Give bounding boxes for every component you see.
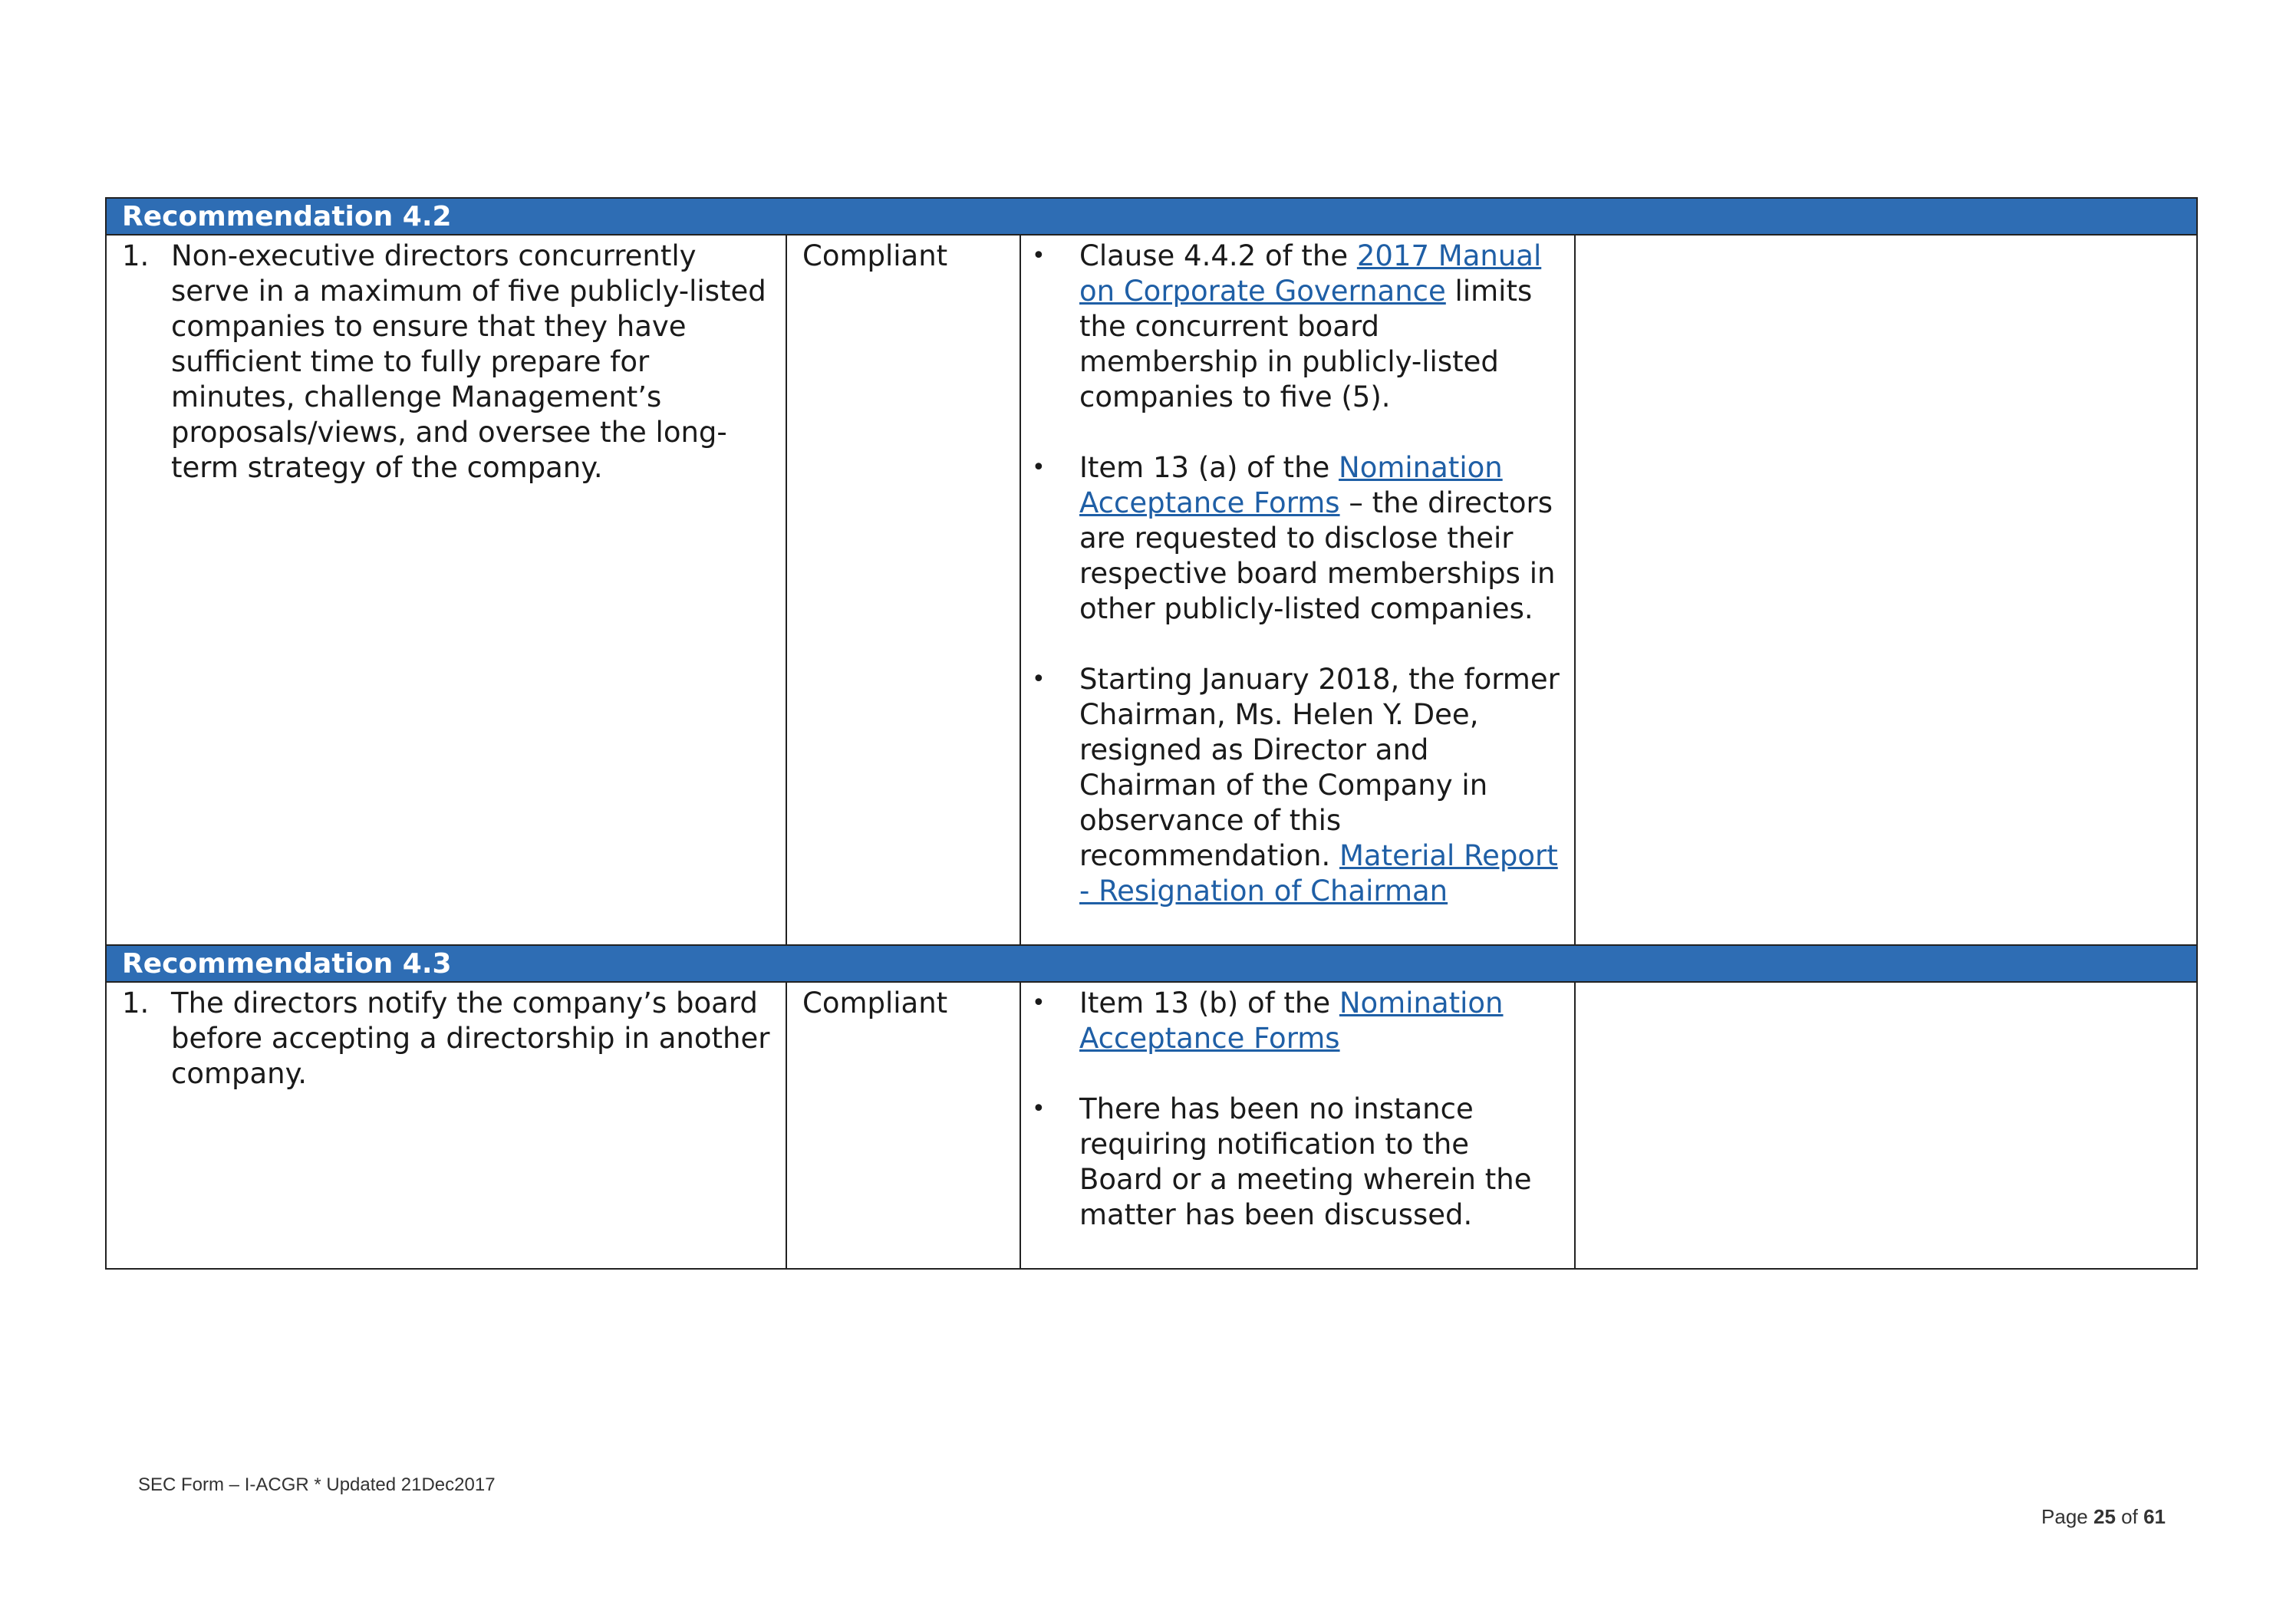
section-header-row: [106, 198, 2197, 235]
material-report-link[interactable]: Material Report - Resignation of Chairman: [1079, 839, 1558, 908]
manual-link[interactable]: 2017 Manual on Corporate Governance: [1079, 239, 1542, 308]
notes-cell: [1575, 235, 2197, 945]
nomination-forms-link[interactable]: Nomination Acceptance Forms: [1079, 451, 1503, 519]
text-run: limits the concurrent board membership in publicly-listed companies to five (5).: [1079, 275, 1533, 413]
page-word: Page: [2041, 1505, 2088, 1528]
explanation-list: [1021, 236, 1574, 944]
section-heading: Recommendation 4.3: [106, 945, 2197, 982]
text-run: Item 13 (a) of the: [1079, 451, 1339, 484]
page-number: [2041, 1505, 2166, 1529]
form-label: SEC Form – I-ACGR * Updated 21Dec2017: [138, 1474, 496, 1495]
list-item: [1032, 986, 1560, 1056]
recommendation-table: [105, 197, 2198, 1270]
bullet-icon: •: [1032, 990, 1046, 1016]
list-item-text: There has been no instance requiring notification to the Board or a meeting wherein the matter has been discussed.: [1079, 1092, 1532, 1231]
page-total: 61: [2143, 1505, 2166, 1528]
recommendation-cell: [106, 982, 786, 1269]
item-text: Non-executive directors concurrently serve in a maximum of five publicly-listed companies to ensure that they have sufficient time to fully prepare for minutes, challenge Management’s proposals/views, and oversee the long-term strategy of the company.: [171, 239, 766, 484]
explanation-cell: [1020, 982, 1575, 1269]
text-run: Starting January 2018, the former Chairman, Ms. Helen Y. Dee, resigned as Director and Chairman of the Company in observance of this recommendation.: [1079, 663, 1560, 872]
item-text: The directors notify the company’s board before accepting a directorship in another company.: [171, 987, 770, 1090]
list-item-text: [1079, 450, 1560, 627]
compliance-cell: [786, 982, 1020, 1269]
bullet-icon: •: [1032, 666, 1046, 693]
list-item-text: [1079, 239, 1560, 415]
text-run: – the directors are requested to disclose their respective board memberships in other publicly-listed companies.: [1079, 486, 1556, 625]
list-item: [1032, 1092, 1560, 1233]
compliance-status: Compliant: [802, 239, 948, 272]
compliance-status: Compliant: [802, 987, 948, 1020]
list-item-text: [1079, 986, 1560, 1056]
bullet-icon: •: [1032, 242, 1046, 269]
page-current: 25: [2093, 1505, 2116, 1528]
list-item: [1032, 239, 1560, 415]
nomination-forms-link[interactable]: Nomination Acceptance Forms: [1079, 987, 1504, 1055]
compliance-cell: [786, 235, 1020, 945]
section-header-row: [106, 945, 2197, 982]
text-run: Clause 4.4.2 of the: [1079, 239, 1357, 272]
item-number: 1.: [122, 239, 150, 272]
table-row: [106, 235, 2197, 945]
item-number: 1.: [122, 987, 150, 1020]
bullet-icon: •: [1032, 1095, 1046, 1122]
explanation-cell: [1020, 235, 1575, 945]
explanation-list: [1021, 983, 1574, 1268]
list-item-text: [1079, 662, 1560, 909]
page-of: of: [2121, 1505, 2138, 1528]
list-item: [1032, 662, 1560, 909]
notes-cell: [1575, 982, 2197, 1269]
section-heading: Recommendation 4.2: [106, 198, 2197, 235]
text-run: Item 13 (b) of the: [1079, 987, 1339, 1020]
bullet-icon: •: [1032, 454, 1046, 481]
table-row: [106, 982, 2197, 1269]
list-item: [1032, 450, 1560, 627]
recommendation-cell: [106, 235, 786, 945]
